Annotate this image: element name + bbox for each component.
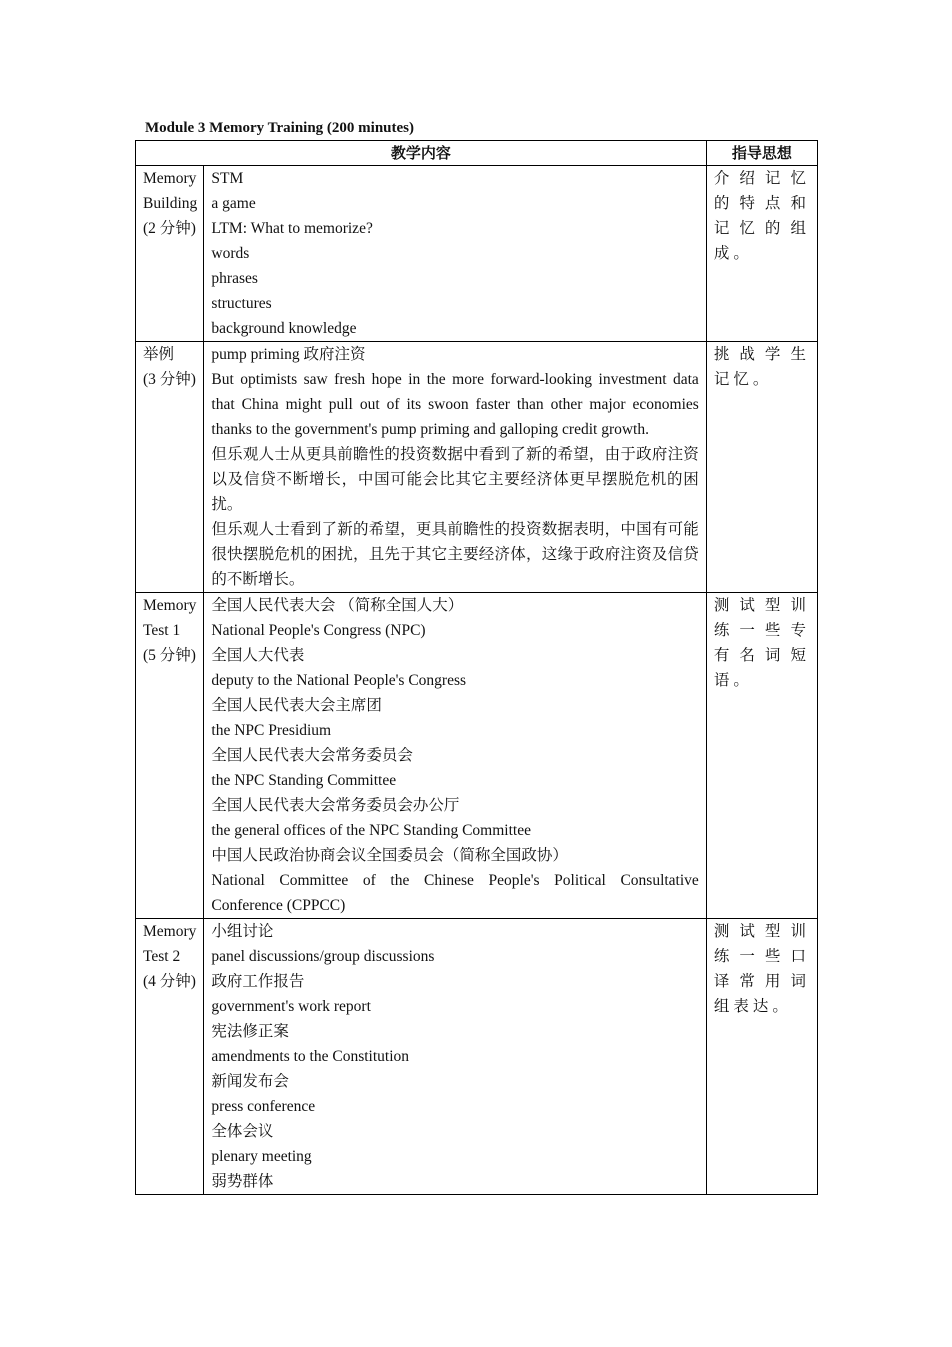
stage-cell <box>136 919 204 1195</box>
guide-cell: 挑战学生记忆。 <box>706 342 817 593</box>
content-line: press conference <box>211 1098 316 1115</box>
content-line: 全国人民代表大会主席团 <box>211 697 382 714</box>
content-line: 宪法修正案 <box>211 1023 289 1040</box>
content-line: plenary meeting <box>211 1148 312 1165</box>
table-row <box>136 593 818 919</box>
stage-cell <box>136 342 204 593</box>
lesson-plan-table <box>135 140 818 1195</box>
guide-cell: 测试型训练一些口译常用词组表达。 <box>706 919 817 1195</box>
content-line: the NPC Presidium <box>211 722 332 739</box>
content-line: 全体会议 <box>211 1123 274 1140</box>
content-line: 全国人民代表大会常务委员会 <box>211 747 413 764</box>
stage-line: (2 分钟) <box>143 220 196 237</box>
content-line: 小组讨论 <box>211 923 274 940</box>
content-line: deputy to the National People's Congress <box>211 672 467 689</box>
content-line: 中国人民政治协商会议全国委员会（简称全国政协） <box>211 847 568 864</box>
guide-cell: 介绍记忆的特点和记忆的组成。 <box>706 166 817 342</box>
stage-cell <box>136 166 204 342</box>
content-line: pump priming 政府注资 <box>211 346 366 363</box>
content-paragraph: 但乐观人士看到了新的希望，更具前瞻性的投资数据表明，中国有可能很快摆脱危机的困扰，且先于其它主要经济体，这缘于政府注资及信贷的不断增长。 <box>211 521 699 588</box>
content-line: panel discussions/group discussions <box>211 948 435 965</box>
content-line: 全国人民代表大会常务委员会办公厅 <box>211 797 460 814</box>
table-header-row <box>136 141 818 166</box>
content-line: words <box>211 245 250 262</box>
content-line: phrases <box>211 270 258 287</box>
stage-line: Test 2 <box>143 948 181 965</box>
content-line: background knowledge <box>211 320 357 337</box>
stage-line: (5 分钟) <box>143 647 196 664</box>
content-cell <box>204 342 706 593</box>
table-row <box>136 919 818 1195</box>
stage-line: 举例 <box>143 346 175 363</box>
stage-line: Memory <box>143 923 197 940</box>
content-cell <box>204 593 706 919</box>
content-line: 新闻发布会 <box>211 1073 289 1090</box>
header-content: 教学内容 <box>136 141 707 166</box>
stage-line: (3 分钟) <box>143 371 196 388</box>
content-line: 政府工作报告 <box>211 973 305 990</box>
stage-line: Memory <box>143 597 197 614</box>
content-paragraph: National Committee of the Chinese People's Political Consultative Conference (CPPCC) <box>211 872 699 914</box>
content-line: National People's Congress (NPC) <box>211 622 426 639</box>
guide-cell: 测试型训练一些专有名词短语。 <box>706 593 817 919</box>
content-line: a game <box>211 195 256 212</box>
stage-cell <box>136 593 204 919</box>
stage-line: Test 1 <box>143 622 181 639</box>
content-paragraph: 但乐观人士从更具前瞻性的投资数据中看到了新的希望，由于政府注资以及信贷不断增长，中国可能会比其它主要经济体更早摆脱危机的困扰。 <box>211 446 699 513</box>
content-paragraph: But optimists saw fresh hope in the more forward-looking investment data that China might pull out of its swoon faster than other major economies thanks to the government's pump priming and galloping credit growth. <box>211 371 699 438</box>
header-guide: 指导思想 <box>706 141 817 166</box>
content-line: the NPC Standing Committee <box>211 772 397 789</box>
content-cell <box>204 166 706 342</box>
content-line: government's work report <box>211 998 371 1015</box>
content-line: structures <box>211 295 272 312</box>
stage-line: Building <box>143 195 198 212</box>
content-line: LTM: What to memorize? <box>211 220 373 237</box>
stage-line: Memory <box>143 170 197 187</box>
content-line: the general offices of the NPC Standing Committee <box>211 822 531 839</box>
page-title: Module 3 Memory Training (200 minutes) <box>145 120 415 136</box>
content-line: 弱势群体 <box>211 1173 274 1190</box>
content-cell <box>204 919 706 1195</box>
content-line: amendments to the Constitution <box>211 1048 410 1065</box>
content-line: STM <box>211 170 244 187</box>
content-line: 全国人大代表 <box>211 647 305 664</box>
table-row <box>136 166 818 342</box>
stage-line: (4 分钟) <box>143 973 196 990</box>
table-row <box>136 342 818 593</box>
content-line: 全国人民代表大会 （简称全国人大） <box>211 597 464 614</box>
